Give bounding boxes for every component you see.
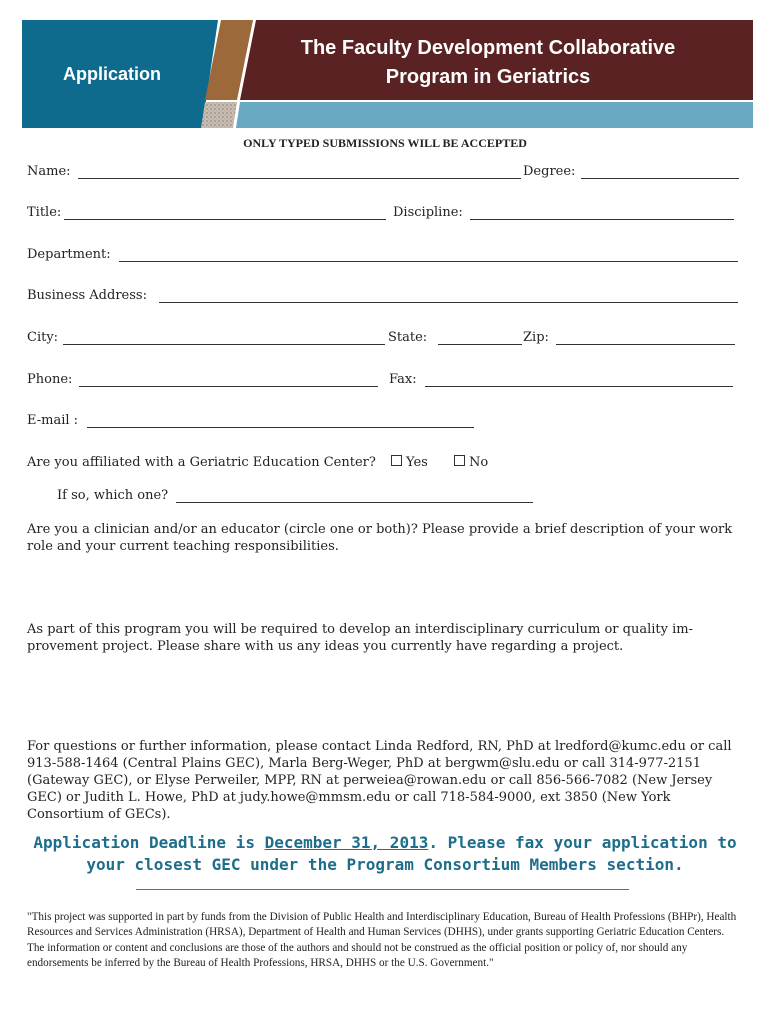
no-checkbox[interactable] xyxy=(454,455,465,466)
discipline-field[interactable] xyxy=(470,219,734,220)
divider-rule xyxy=(136,889,629,890)
yes-label: Yes xyxy=(406,455,428,470)
typed-submissions-notice: ONLY TYPED SUBMISSIONS WILL BE ACCEPTED xyxy=(243,136,527,150)
city-field[interactable] xyxy=(63,344,385,345)
title-discipline-row xyxy=(27,205,740,225)
application-deadline xyxy=(30,832,740,876)
department-row xyxy=(27,247,740,267)
name-label: Name: xyxy=(27,164,71,179)
business-address-row xyxy=(27,288,740,308)
state-field[interactable] xyxy=(438,344,522,345)
fax-field[interactable] xyxy=(425,386,733,387)
contact-info: For questions or further information, please contact Linda Redford, RN, PhD at lredford@kumc.edu or call 913-588-1464 (Central Plains GEC), Marla Berg-Weger, PhD at bergwm@slu.edu or call 314-977-2151 (Gateway GEC), or Elyse Perweiler, MPP, RN at perweiea@rowan.edu or call 856-566-7082 (New Jersey GEC) or Judith L. Howe, PhD at judy.howe@mmsm.edu or call 718-584-9000, ext 3850 (New York Consortium of GECs). xyxy=(27,739,732,822)
yes-checkbox[interactable] xyxy=(391,455,402,466)
fax-label: Fax: xyxy=(389,372,417,387)
business-address-label: Business Address: xyxy=(27,288,147,303)
gec-question: Are you affiliated with a Geriatric Education Center? xyxy=(27,455,376,470)
program-title-line2: Program in Geriatrics xyxy=(385,66,591,88)
funding-disclaimer: "This project was supported in part by funds from the Division of Public Health and Interdisciplinary Education, Bureau of Health Professions (BHPr), Health Resources and Services Administration (HRSA), Department of Health and Human Services (DHHS), under grants supporting Geriatric Education Centers. The information or content and conclusions are those of the authors and should not be construed as the official position or policy of, nor should any endorsements be inferred by the Bureau of Health Professions, HRSA, DHHS or the U.S. Government." xyxy=(27,911,737,969)
email-label: E-mail : xyxy=(27,413,79,428)
state-label: State: xyxy=(388,330,428,345)
email-row xyxy=(27,413,740,433)
degree-label: Degree: xyxy=(523,164,576,179)
clinician-response-area[interactable] xyxy=(27,560,739,610)
degree-field[interactable] xyxy=(581,178,739,179)
application-tab-label: Application xyxy=(63,64,161,84)
phone-field[interactable] xyxy=(79,386,378,387)
department-field[interactable] xyxy=(119,261,738,262)
deadline-suffix: . Please fax your application to your closest GEC under the Program Consortium Members section. xyxy=(86,833,737,874)
zip-field[interactable] xyxy=(556,344,735,345)
title-label: Title: xyxy=(27,205,62,220)
project-response-area[interactable] xyxy=(27,660,739,730)
title-field[interactable] xyxy=(64,219,386,220)
which-gec-field[interactable] xyxy=(176,502,533,503)
phone-label: Phone: xyxy=(27,372,73,387)
deadline-date: December 31, 2013 xyxy=(264,833,429,852)
name-field[interactable] xyxy=(78,178,521,179)
gec-affiliation-row xyxy=(27,455,740,475)
department-label: Department: xyxy=(27,247,111,262)
program-title xyxy=(268,34,708,92)
name-degree-row xyxy=(27,164,740,184)
which-one-label: If so, which one? xyxy=(57,488,169,503)
zip-label: Zip: xyxy=(523,330,549,345)
clinician-question: Are you a clinician and/or an educator (circle one or both)? Please provide a brief description of your work role and your current teaching responsibilities. xyxy=(27,522,733,554)
yes-option[interactable] xyxy=(391,455,428,470)
no-label: No xyxy=(469,455,489,470)
no-option[interactable] xyxy=(454,455,488,470)
discipline-label: Discipline: xyxy=(393,205,463,220)
program-title-line1: The Faculty Development Collaborative xyxy=(300,37,676,59)
city-label: City: xyxy=(27,330,59,345)
project-prompt: As part of this program you will be required to develop an interdisciplinary curriculum or quality im-provement project. Please share with us any ideas you currently have regarding a project. xyxy=(27,622,693,654)
deadline-prefix: Application Deadline is xyxy=(33,833,265,852)
which-gec-row xyxy=(27,488,740,508)
city-state-zip-row xyxy=(27,330,740,350)
phone-fax-row xyxy=(27,372,740,392)
email-field[interactable] xyxy=(87,427,474,428)
business-address-field[interactable] xyxy=(159,302,738,303)
